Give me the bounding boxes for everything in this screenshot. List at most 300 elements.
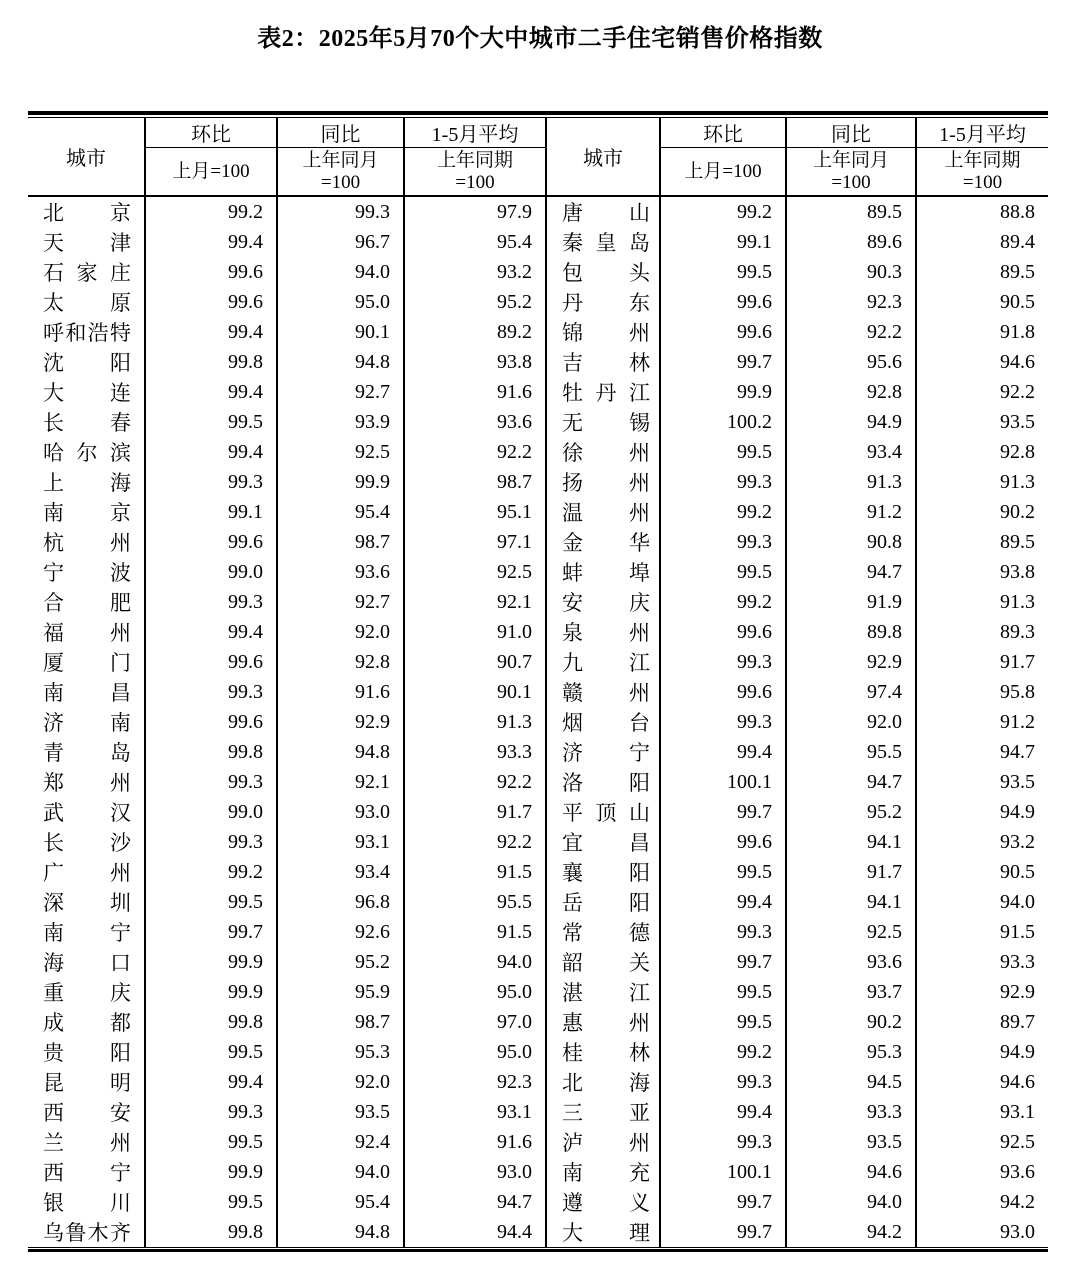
table-row — [28, 887, 1048, 917]
city-cell — [28, 437, 145, 467]
avg-value: 97.9 — [404, 196, 546, 227]
city-name: 石家庄 — [43, 261, 131, 285]
city-name: 上海 — [43, 471, 131, 495]
yoy-value: 89.8 — [786, 617, 916, 647]
header-mom-left: 环比 — [145, 118, 277, 148]
mom-value: 99.6 — [660, 317, 786, 347]
mom-value: 99.3 — [145, 677, 277, 707]
header-city-right: 城市 — [546, 118, 660, 196]
yoy-value: 95.4 — [277, 1187, 404, 1217]
avg-value: 92.2 — [404, 437, 546, 467]
yoy-value: 94.0 — [786, 1187, 916, 1217]
city-cell — [28, 1157, 145, 1187]
avg-value: 95.4 — [404, 227, 546, 257]
yoy-value: 93.0 — [277, 797, 404, 827]
yoy-value: 94.1 — [786, 887, 916, 917]
header-avg-left: 1-5月平均 — [404, 118, 546, 148]
header-yoy-left: 同比 — [277, 118, 404, 148]
city-cell — [546, 557, 660, 587]
yoy-value: 92.6 — [277, 917, 404, 947]
mom-value: 99.3 — [145, 587, 277, 617]
avg-value: 95.2 — [404, 287, 546, 317]
avg-value: 93.8 — [404, 347, 546, 377]
yoy-value: 92.8 — [786, 377, 916, 407]
avg-value: 92.2 — [404, 767, 546, 797]
yoy-value: 93.6 — [786, 947, 916, 977]
city-cell — [546, 1037, 660, 1067]
city-name: 南宁 — [43, 921, 131, 945]
city-name: 青岛 — [43, 741, 131, 765]
city-name: 呼和浩特 — [43, 321, 131, 345]
city-cell — [546, 587, 660, 617]
city-name: 湛江 — [562, 981, 650, 1005]
mom-value: 99.4 — [145, 227, 277, 257]
mom-value: 99.6 — [660, 677, 786, 707]
city-name: 桂林 — [562, 1041, 650, 1065]
avg-value: 92.1 — [404, 587, 546, 617]
table-row — [28, 317, 1048, 347]
city-name: 南京 — [43, 501, 131, 525]
yoy-value: 94.5 — [786, 1067, 916, 1097]
city-name: 兰州 — [43, 1131, 131, 1155]
yoy-value: 89.5 — [786, 196, 916, 227]
yoy-value: 95.3 — [786, 1037, 916, 1067]
table-row — [28, 196, 1048, 227]
city-name: 宁波 — [43, 561, 131, 585]
table-row — [28, 1157, 1048, 1187]
city-cell — [546, 827, 660, 857]
mom-value: 99.2 — [660, 587, 786, 617]
table-row — [28, 227, 1048, 257]
yoy-value: 94.8 — [277, 347, 404, 377]
city-name: 银川 — [43, 1191, 131, 1215]
city-name: 泉州 — [562, 621, 650, 645]
table-row — [28, 347, 1048, 377]
city-cell — [546, 1007, 660, 1037]
city-cell — [28, 347, 145, 377]
city-name: 广州 — [43, 861, 131, 885]
mom-value: 99.8 — [145, 347, 277, 377]
yoy-value: 92.0 — [277, 1067, 404, 1097]
city-name: 沈阳 — [43, 351, 131, 375]
city-cell — [546, 1097, 660, 1127]
yoy-value: 98.7 — [277, 1007, 404, 1037]
city-name: 蚌埠 — [562, 561, 650, 585]
yoy-value: 91.6 — [277, 677, 404, 707]
mom-value: 99.6 — [145, 257, 277, 287]
yoy-value: 99.9 — [277, 467, 404, 497]
avg-value: 93.0 — [404, 1157, 546, 1187]
mom-value: 99.5 — [145, 1187, 277, 1217]
city-cell — [28, 196, 145, 227]
avg-value: 94.0 — [404, 947, 546, 977]
yoy-value: 92.9 — [277, 707, 404, 737]
city-cell — [28, 617, 145, 647]
avg-value: 95.1 — [404, 497, 546, 527]
header-line: 上年同期 — [944, 149, 1021, 171]
header-line: =100 — [320, 171, 361, 193]
avg-value: 91.5 — [916, 917, 1048, 947]
city-cell — [28, 707, 145, 737]
header-mom-right: 环比 — [660, 118, 786, 148]
yoy-value: 92.2 — [786, 317, 916, 347]
city-cell — [28, 977, 145, 1007]
table-row — [28, 257, 1048, 287]
city-name: 郑州 — [43, 771, 131, 795]
mom-value: 99.3 — [660, 917, 786, 947]
table-row — [28, 437, 1048, 467]
city-cell — [28, 917, 145, 947]
mom-value: 99.4 — [660, 887, 786, 917]
city-name: 徐州 — [562, 441, 650, 465]
header-line: 上年同月 — [812, 149, 889, 171]
mom-value: 99.3 — [660, 527, 786, 557]
avg-value: 88.8 — [916, 196, 1048, 227]
header-avg-base-left — [404, 148, 546, 197]
city-cell — [546, 347, 660, 377]
yoy-value: 94.8 — [277, 737, 404, 767]
city-cell — [28, 1187, 145, 1217]
avg-value: 92.2 — [916, 377, 1048, 407]
table-row — [28, 827, 1048, 857]
city-name: 烟台 — [562, 711, 650, 735]
table-row — [28, 557, 1048, 587]
city-name: 合肥 — [43, 591, 131, 615]
mom-value: 99.9 — [660, 377, 786, 407]
city-cell — [546, 917, 660, 947]
yoy-value: 98.7 — [277, 527, 404, 557]
header-line: =100 — [962, 171, 1003, 193]
mom-value: 99.5 — [660, 257, 786, 287]
avg-value: 91.3 — [916, 587, 1048, 617]
city-cell — [546, 857, 660, 887]
city-cell — [546, 767, 660, 797]
city-name: 岳阳 — [562, 891, 650, 915]
table-row — [28, 1067, 1048, 1097]
yoy-value: 94.1 — [786, 827, 916, 857]
mom-value: 99.7 — [660, 1217, 786, 1247]
table-row — [28, 947, 1048, 977]
yoy-value: 94.0 — [277, 1157, 404, 1187]
yoy-value: 93.6 — [277, 557, 404, 587]
city-cell — [546, 407, 660, 437]
table-row — [28, 527, 1048, 557]
mom-value: 99.5 — [660, 977, 786, 1007]
yoy-value: 95.0 — [277, 287, 404, 317]
city-cell — [28, 767, 145, 797]
avg-value: 93.3 — [404, 737, 546, 767]
header-line: =100 — [455, 171, 495, 193]
mom-value: 99.3 — [145, 827, 277, 857]
mom-value: 99.4 — [145, 317, 277, 347]
yoy-value: 99.3 — [277, 196, 404, 227]
header-yoy-right: 同比 — [786, 118, 916, 148]
avg-value: 93.8 — [916, 557, 1048, 587]
avg-value: 91.3 — [404, 707, 546, 737]
yoy-value: 95.9 — [277, 977, 404, 1007]
avg-value: 93.0 — [916, 1217, 1048, 1247]
avg-value: 91.3 — [916, 467, 1048, 497]
header-yoy-base-left — [277, 148, 404, 197]
yoy-value: 93.7 — [786, 977, 916, 1007]
city-name: 金华 — [562, 531, 650, 555]
city-name: 遵义 — [562, 1191, 650, 1215]
yoy-value: 93.5 — [786, 1127, 916, 1157]
city-name: 西宁 — [43, 1161, 131, 1185]
mom-value: 99.4 — [660, 1097, 786, 1127]
city-name: 太原 — [43, 291, 131, 315]
mom-value: 99.5 — [660, 557, 786, 587]
avg-value: 94.7 — [916, 737, 1048, 767]
table-row — [28, 767, 1048, 797]
mom-value: 99.4 — [145, 1067, 277, 1097]
mom-value: 99.7 — [145, 917, 277, 947]
mom-value: 100.2 — [660, 407, 786, 437]
table-row — [28, 467, 1048, 497]
city-cell — [28, 317, 145, 347]
city-name: 唐山 — [562, 201, 650, 225]
yoy-value: 95.2 — [786, 797, 916, 827]
yoy-value: 92.8 — [277, 647, 404, 677]
mom-value: 99.2 — [660, 196, 786, 227]
avg-value: 91.6 — [404, 1127, 546, 1157]
mom-value: 99.0 — [145, 797, 277, 827]
avg-value: 94.9 — [916, 797, 1048, 827]
city-name: 南昌 — [43, 681, 131, 705]
city-cell — [546, 1157, 660, 1187]
mom-value: 99.3 — [145, 767, 277, 797]
city-cell — [28, 857, 145, 887]
avg-value: 91.7 — [916, 647, 1048, 677]
city-name: 武汉 — [43, 801, 131, 825]
yoy-value: 94.0 — [277, 257, 404, 287]
city-cell — [546, 287, 660, 317]
city-cell — [546, 797, 660, 827]
avg-value: 91.7 — [404, 797, 546, 827]
city-cell — [28, 557, 145, 587]
mom-value: 99.6 — [660, 827, 786, 857]
mom-value: 99.7 — [660, 1187, 786, 1217]
yoy-value: 94.2 — [786, 1217, 916, 1247]
table-row — [28, 1007, 1048, 1037]
avg-value: 94.7 — [404, 1187, 546, 1217]
avg-value: 98.7 — [404, 467, 546, 497]
header-row-group — [28, 118, 1048, 148]
city-cell — [28, 227, 145, 257]
avg-value: 93.6 — [916, 1157, 1048, 1187]
city-name: 泸州 — [562, 1131, 650, 1155]
city-name: 昆明 — [43, 1071, 131, 1095]
yoy-value: 93.4 — [277, 857, 404, 887]
table-body — [28, 196, 1048, 1247]
city-name: 温州 — [562, 501, 650, 525]
avg-value: 94.6 — [916, 347, 1048, 377]
yoy-value: 91.3 — [786, 467, 916, 497]
mom-value: 99.3 — [660, 707, 786, 737]
avg-value: 94.2 — [916, 1187, 1048, 1217]
city-cell — [546, 1067, 660, 1097]
city-name: 洛阳 — [562, 771, 650, 795]
avg-value: 95.5 — [404, 887, 546, 917]
mom-value: 99.4 — [145, 377, 277, 407]
city-cell — [546, 377, 660, 407]
avg-value: 92.8 — [916, 437, 1048, 467]
city-cell — [28, 287, 145, 317]
yoy-value: 95.2 — [277, 947, 404, 977]
city-cell — [28, 377, 145, 407]
mom-value: 99.6 — [660, 287, 786, 317]
table-row — [28, 617, 1048, 647]
yoy-value: 92.4 — [277, 1127, 404, 1157]
header-line: =100 — [831, 171, 871, 193]
mom-value: 99.5 — [660, 1007, 786, 1037]
city-name: 贵阳 — [43, 1041, 131, 1065]
table-row — [28, 287, 1048, 317]
yoy-value: 94.7 — [786, 557, 916, 587]
mom-value: 99.5 — [660, 437, 786, 467]
city-cell — [28, 1097, 145, 1127]
yoy-value: 92.5 — [277, 437, 404, 467]
table-row — [28, 377, 1048, 407]
city-name: 常德 — [562, 921, 650, 945]
avg-value: 90.7 — [404, 647, 546, 677]
mom-value: 99.6 — [660, 617, 786, 647]
yoy-value: 92.5 — [786, 917, 916, 947]
avg-value: 95.8 — [916, 677, 1048, 707]
yoy-value: 90.8 — [786, 527, 916, 557]
mom-value: 100.1 — [660, 767, 786, 797]
city-cell — [546, 317, 660, 347]
city-cell — [28, 827, 145, 857]
avg-value: 92.5 — [916, 1127, 1048, 1157]
city-cell — [28, 677, 145, 707]
city-name: 海口 — [43, 951, 131, 975]
mom-value: 99.3 — [145, 467, 277, 497]
title-spacer — [0, 55, 1080, 111]
city-name: 长春 — [43, 411, 131, 435]
avg-value: 91.5 — [404, 857, 546, 887]
city-cell — [28, 407, 145, 437]
mom-value: 99.6 — [145, 287, 277, 317]
header-avg-base-right — [916, 148, 1048, 197]
city-name: 哈尔滨 — [43, 441, 131, 465]
mom-value: 99.2 — [145, 857, 277, 887]
avg-value: 93.2 — [916, 827, 1048, 857]
mom-value: 99.1 — [660, 227, 786, 257]
mom-value: 100.1 — [660, 1157, 786, 1187]
mom-value: 99.3 — [660, 467, 786, 497]
city-name: 襄阳 — [562, 861, 650, 885]
mom-value: 99.5 — [145, 1037, 277, 1067]
avg-value: 90.1 — [404, 677, 546, 707]
city-cell — [28, 467, 145, 497]
yoy-value: 94.7 — [786, 767, 916, 797]
table-row — [28, 1127, 1048, 1157]
city-name: 安庆 — [562, 591, 650, 615]
yoy-value: 90.3 — [786, 257, 916, 287]
city-name: 锦州 — [562, 321, 650, 345]
city-cell — [546, 677, 660, 707]
header-avg-right: 1-5月平均 — [916, 118, 1048, 148]
city-cell — [546, 1217, 660, 1247]
city-name: 西安 — [43, 1101, 131, 1125]
avg-value: 89.2 — [404, 317, 546, 347]
city-cell — [28, 887, 145, 917]
city-cell — [546, 227, 660, 257]
header-row-base — [28, 148, 1048, 197]
yoy-value: 91.7 — [786, 857, 916, 887]
city-cell — [546, 257, 660, 287]
city-cell — [28, 737, 145, 767]
yoy-value: 95.6 — [786, 347, 916, 377]
table-row — [28, 1097, 1048, 1127]
yoy-value: 97.4 — [786, 677, 916, 707]
mom-value: 99.7 — [660, 947, 786, 977]
table-row — [28, 707, 1048, 737]
yoy-value: 93.5 — [277, 1097, 404, 1127]
price-index-table — [28, 118, 1048, 1247]
avg-value: 89.3 — [916, 617, 1048, 647]
yoy-value: 93.3 — [786, 1097, 916, 1127]
yoy-value: 89.6 — [786, 227, 916, 257]
table-row — [28, 1037, 1048, 1067]
city-cell — [546, 196, 660, 227]
mom-value: 99.6 — [145, 527, 277, 557]
mom-value: 99.4 — [660, 737, 786, 767]
yoy-value: 95.4 — [277, 497, 404, 527]
yoy-value: 93.9 — [277, 407, 404, 437]
mom-value: 99.4 — [145, 437, 277, 467]
city-name: 重庆 — [43, 981, 131, 1005]
city-cell — [28, 647, 145, 677]
avg-value: 93.1 — [404, 1097, 546, 1127]
table-row — [28, 917, 1048, 947]
yoy-value: 95.3 — [277, 1037, 404, 1067]
table-top-rule — [28, 111, 1048, 118]
city-name: 秦皇岛 — [562, 231, 650, 255]
yoy-value: 92.3 — [786, 287, 916, 317]
city-cell — [28, 1007, 145, 1037]
city-name: 南充 — [562, 1161, 650, 1185]
city-cell — [28, 257, 145, 287]
city-name: 无锡 — [562, 411, 650, 435]
city-name: 长沙 — [43, 831, 131, 855]
avg-value: 89.5 — [916, 527, 1048, 557]
avg-value: 95.0 — [404, 977, 546, 1007]
mom-value: 99.3 — [660, 1127, 786, 1157]
avg-value: 90.2 — [916, 497, 1048, 527]
yoy-value: 96.7 — [277, 227, 404, 257]
avg-value: 94.0 — [916, 887, 1048, 917]
avg-value: 93.5 — [916, 767, 1048, 797]
header-mom-base-right: 上月=100 — [660, 148, 786, 197]
city-cell — [546, 1187, 660, 1217]
mom-value: 99.5 — [660, 857, 786, 887]
mom-value: 99.9 — [145, 977, 277, 1007]
header-line: 上年同期 — [436, 149, 513, 171]
mom-value: 99.8 — [145, 1007, 277, 1037]
yoy-value: 92.9 — [786, 647, 916, 677]
yoy-value: 94.8 — [277, 1217, 404, 1247]
mom-value: 99.0 — [145, 557, 277, 587]
city-cell — [546, 707, 660, 737]
city-name: 吉林 — [562, 351, 650, 375]
mom-value: 99.8 — [145, 737, 277, 767]
city-cell — [28, 1067, 145, 1097]
city-name: 深圳 — [43, 891, 131, 915]
mom-value: 99.1 — [145, 497, 277, 527]
yoy-value: 90.2 — [786, 1007, 916, 1037]
